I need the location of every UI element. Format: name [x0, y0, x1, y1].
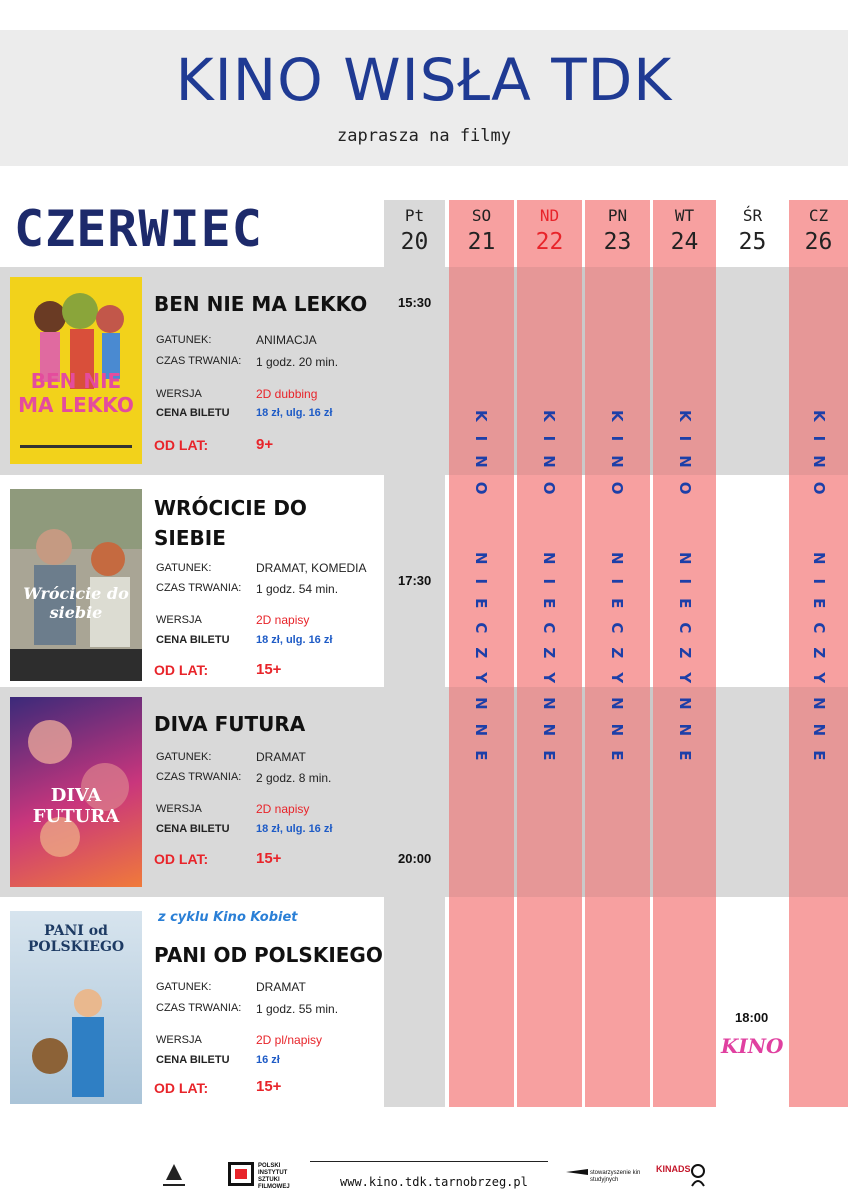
age-label: OD LAT:	[154, 851, 209, 867]
day-header-pt	[384, 206, 445, 255]
day-abbr: CZ	[808, 206, 829, 225]
sks-logo-icon	[566, 1169, 588, 1175]
version-value: 2D napisy	[256, 613, 310, 627]
age-value: 15+	[256, 661, 282, 678]
page-title: KINO WISŁA TDK	[175, 46, 673, 114]
day-abbr: Pt	[404, 206, 425, 225]
movie-title: DIVA FUTURA	[154, 712, 306, 736]
genre-value: DRAMAT, KOMEDIA	[256, 561, 367, 575]
pisf-logo-icon	[235, 1169, 247, 1179]
footer-logo-city	[160, 1160, 188, 1190]
cycle-label: z cyklu Kino Kobiet	[158, 910, 298, 925]
day-number: 20	[400, 229, 429, 255]
movie-title: WRÓCICIE DO	[154, 496, 307, 520]
poster-diva-futura[interactable]	[10, 697, 142, 887]
day-header-sr	[720, 206, 785, 255]
city-logo-icon	[160, 1160, 188, 1190]
genre-label: GATUNEK:	[156, 562, 212, 574]
price-label: CENA BILETU	[156, 823, 230, 835]
duration-value: 1 godz. 54 min.	[256, 582, 339, 596]
duration-label: CZAS TRWANIA:	[156, 1002, 242, 1014]
day-number: 22	[535, 229, 564, 255]
price-label: CENA BILETU	[156, 634, 230, 646]
age-label: OD LAT:	[154, 437, 209, 453]
version-value: 2D pl/napisy	[256, 1033, 323, 1047]
poster-wrocicie-do-siebie[interactable]	[10, 489, 142, 681]
age-value: 9+	[256, 436, 274, 453]
day-header-pn	[585, 206, 650, 255]
closed-label-nieczynne: NIECZYNNE	[472, 552, 490, 775]
version-label: WERSJA	[156, 803, 202, 815]
duration-label: CZAS TRWANIA:	[156, 582, 242, 594]
sks-logo-text: stowarzyszenie kin studyjnych	[590, 1170, 641, 1183]
day-abbr: ND	[539, 206, 560, 225]
duration-value: 1 godz. 55 min.	[256, 1002, 339, 1016]
version-label: WERSJA	[156, 614, 202, 626]
genre-label: GATUNEK:	[156, 981, 212, 993]
version-value: 2D napisy	[256, 802, 310, 816]
day-number: 21	[467, 229, 496, 255]
day-header-nd	[517, 206, 582, 255]
age-value: 15+	[256, 1078, 282, 1095]
genre-label: GATUNEK:	[156, 334, 212, 346]
poster-title: BEN NIE MA LEKKO	[18, 369, 134, 417]
day-number: 25	[738, 229, 767, 255]
day-number: 24	[670, 229, 699, 255]
poster-title: Wrócicie do siebie	[23, 584, 129, 622]
row-shade-1c	[720, 267, 785, 475]
price-label: CENA BILETU	[156, 1054, 230, 1066]
poster-pani-od-polskiego[interactable]	[10, 911, 142, 1104]
page-subtitle: zaprasza na filmy	[337, 126, 511, 146]
version-value: 2D dubbing	[256, 387, 318, 401]
showtime: 15:30	[398, 295, 432, 310]
genre-value: ANIMACJA	[256, 333, 317, 347]
closed-label-nieczynne: NIECZYNNE	[676, 552, 694, 775]
closed-label-kino: KINO	[608, 410, 626, 509]
day-abbr: PN	[607, 206, 628, 225]
poster-title: PANI od POLSKIEGO	[27, 923, 125, 955]
price-value: 18 zł, ulg. 16 zł	[256, 407, 333, 419]
duration-label: CZAS TRWANIA:	[156, 355, 242, 367]
price-value: 18 zł, ulg. 16 zł	[256, 823, 333, 835]
duration-value: 2 godz. 8 min.	[256, 771, 332, 785]
duration-label: CZAS TRWANIA:	[156, 771, 242, 783]
day-number: 23	[603, 229, 632, 255]
closed-label-kino: KINO	[810, 410, 828, 509]
day-abbr: SO	[471, 206, 492, 225]
header-band	[0, 30, 848, 166]
genre-label: GATUNEK:	[156, 751, 212, 763]
day-header-cz	[789, 206, 848, 255]
showtime: 18:00	[735, 1010, 769, 1025]
footer-logo-pisf	[228, 1162, 254, 1186]
kino-kobiet-badge: KINO	[721, 1034, 784, 1058]
kinads-logo-text: KINADS	[656, 1164, 691, 1174]
footer-logo-sks	[566, 1162, 588, 1168]
footer-logo-face	[688, 1162, 708, 1188]
month-heading: CZERWIEC	[14, 200, 263, 258]
day-header-wt	[653, 206, 716, 255]
genre-value: DRAMAT	[256, 750, 306, 764]
row-shade-3c	[720, 687, 785, 897]
portrait-logo-icon	[688, 1162, 708, 1188]
version-label: WERSJA	[156, 388, 202, 400]
footer-divider	[310, 1161, 548, 1162]
day-header-so	[449, 206, 514, 255]
movie-title: BEN NIE MA LEKKO	[154, 292, 368, 316]
closed-label-nieczynne: NIECZYNNE	[608, 552, 626, 775]
closed-label-kino: KINO	[540, 410, 558, 509]
movie-title: PANI OD POLSKIEGO	[154, 943, 383, 967]
showtime: 17:30	[398, 573, 432, 588]
version-label: WERSJA	[156, 1034, 202, 1046]
closed-label-nieczynne: NIECZYNNE	[810, 552, 828, 775]
closed-label-nieczynne: NIECZYNNE	[540, 552, 558, 775]
movie-title-line2: SIEBIE	[154, 526, 226, 550]
pisf-logo-text: POLSKI INSTYTUT SZTUKI FILMOWEJ	[258, 1163, 290, 1190]
column-pt	[384, 200, 445, 1107]
showtime: 20:00	[398, 851, 432, 866]
duration-value: 1 godz. 20 min.	[256, 355, 339, 369]
age-label: OD LAT:	[154, 662, 209, 678]
price-value: 18 zł, ulg. 16 zł	[256, 634, 333, 646]
price-value: 16 zł	[256, 1054, 280, 1066]
age-label: OD LAT:	[154, 1080, 209, 1096]
day-abbr: ŚR	[742, 206, 763, 225]
closed-label-kino: KINO	[472, 410, 490, 509]
day-number: 26	[804, 229, 833, 255]
price-label: CENA BILETU	[156, 407, 230, 419]
age-value: 15+	[256, 850, 282, 867]
poster-ben-nie-ma-lekko[interactable]	[10, 277, 142, 464]
closed-label-kino: KINO	[676, 410, 694, 509]
genre-value: DRAMAT	[256, 980, 306, 994]
poster-title: DIVA FUTURA	[32, 785, 120, 827]
footer-url[interactable]: www.kino.tdk.tarnobrzeg.pl	[340, 1175, 528, 1189]
day-abbr: WT	[674, 206, 695, 225]
